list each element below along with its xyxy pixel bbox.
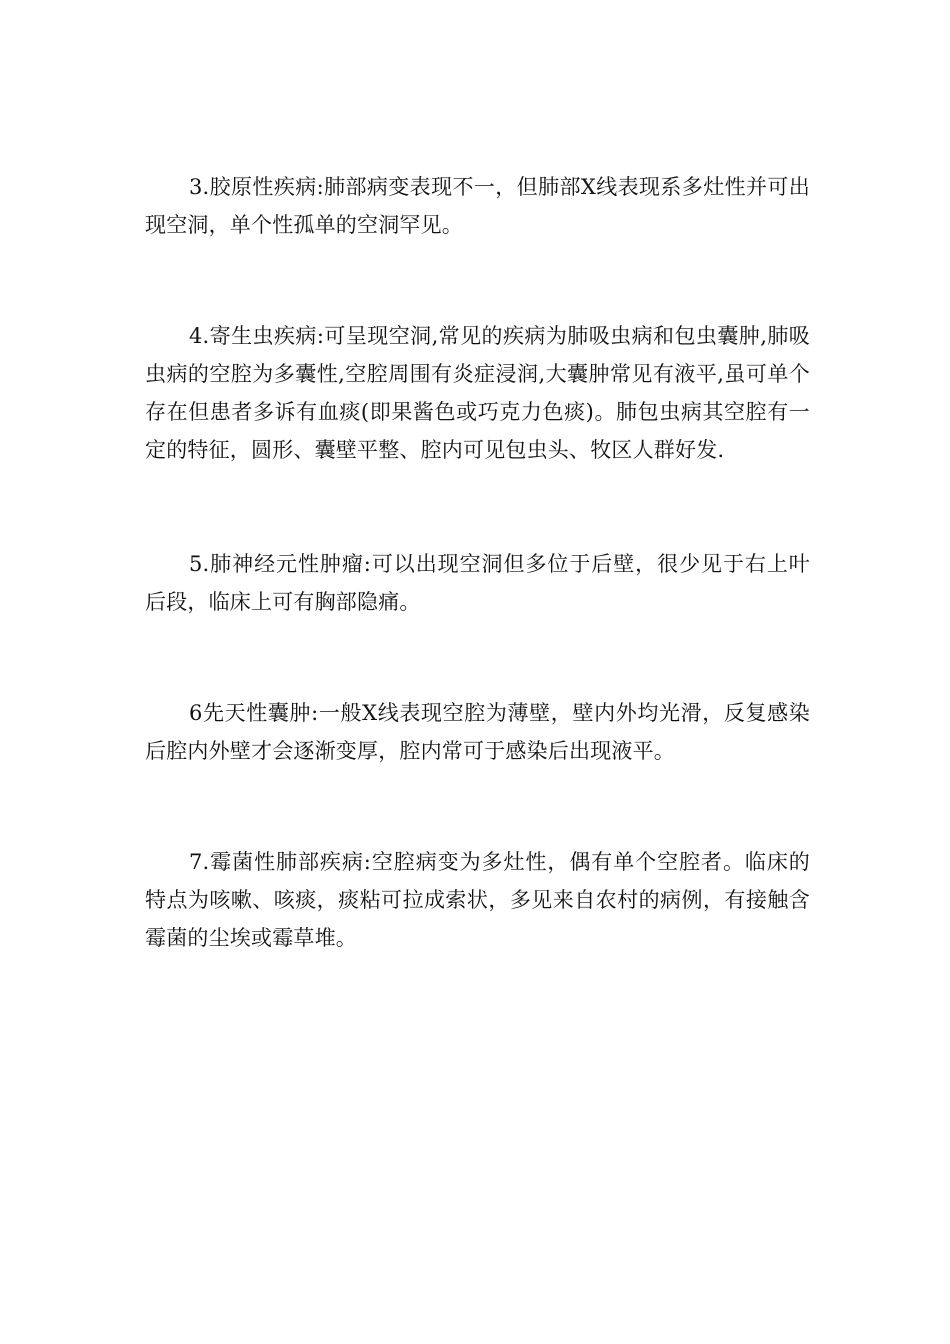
paragraph-congenital-cyst: 6先天性囊肿:一般X线表现空腔为薄壁，壁内外均光滑，反复感染后腔内外壁才会逐渐变厚，腔内常可于感染后出现液平。 <box>145 701 810 763</box>
paragraph-collagen-disease: 3.胶原性疾病:肺部病变表现不一，但肺部X线表现系多灶性并可出现空洞，单个性孤单的空洞罕见。 <box>145 175 810 237</box>
document-body <box>145 168 810 957</box>
paragraph-parasitic-disease: 4.寄生虫疾病:可呈现空洞,常见的疾病为肺吸虫病和包虫囊肿,肺吸虫病的空腔为多囊性,空腔周围有炎症浸润,大囊肿常见有液平,虽可单个存在但患者多诉有血痰(即果酱色或巧克力色痰)。肺包虫病其空腔有一定的特征，圆形、囊壁平整、腔内可见包虫头、牧区人群好发. <box>145 324 810 462</box>
paragraph-fungal-disease: 7.霉菌性肺部疾病:空腔病变为多灶性，偶有单个空腔者。临床的特点为咳嗽、咳痰，痰粘可拉成索状，多见来自农村的病例，有接触含霉菌的尘埃或霉草堆。 <box>145 850 810 950</box>
paragraph-neurogenic-tumor: 5.肺神经元性肿瘤:可以出现空洞但多位于后壁，很少见于右上叶后段，临床上可有胸部隐痛。 <box>145 552 810 614</box>
